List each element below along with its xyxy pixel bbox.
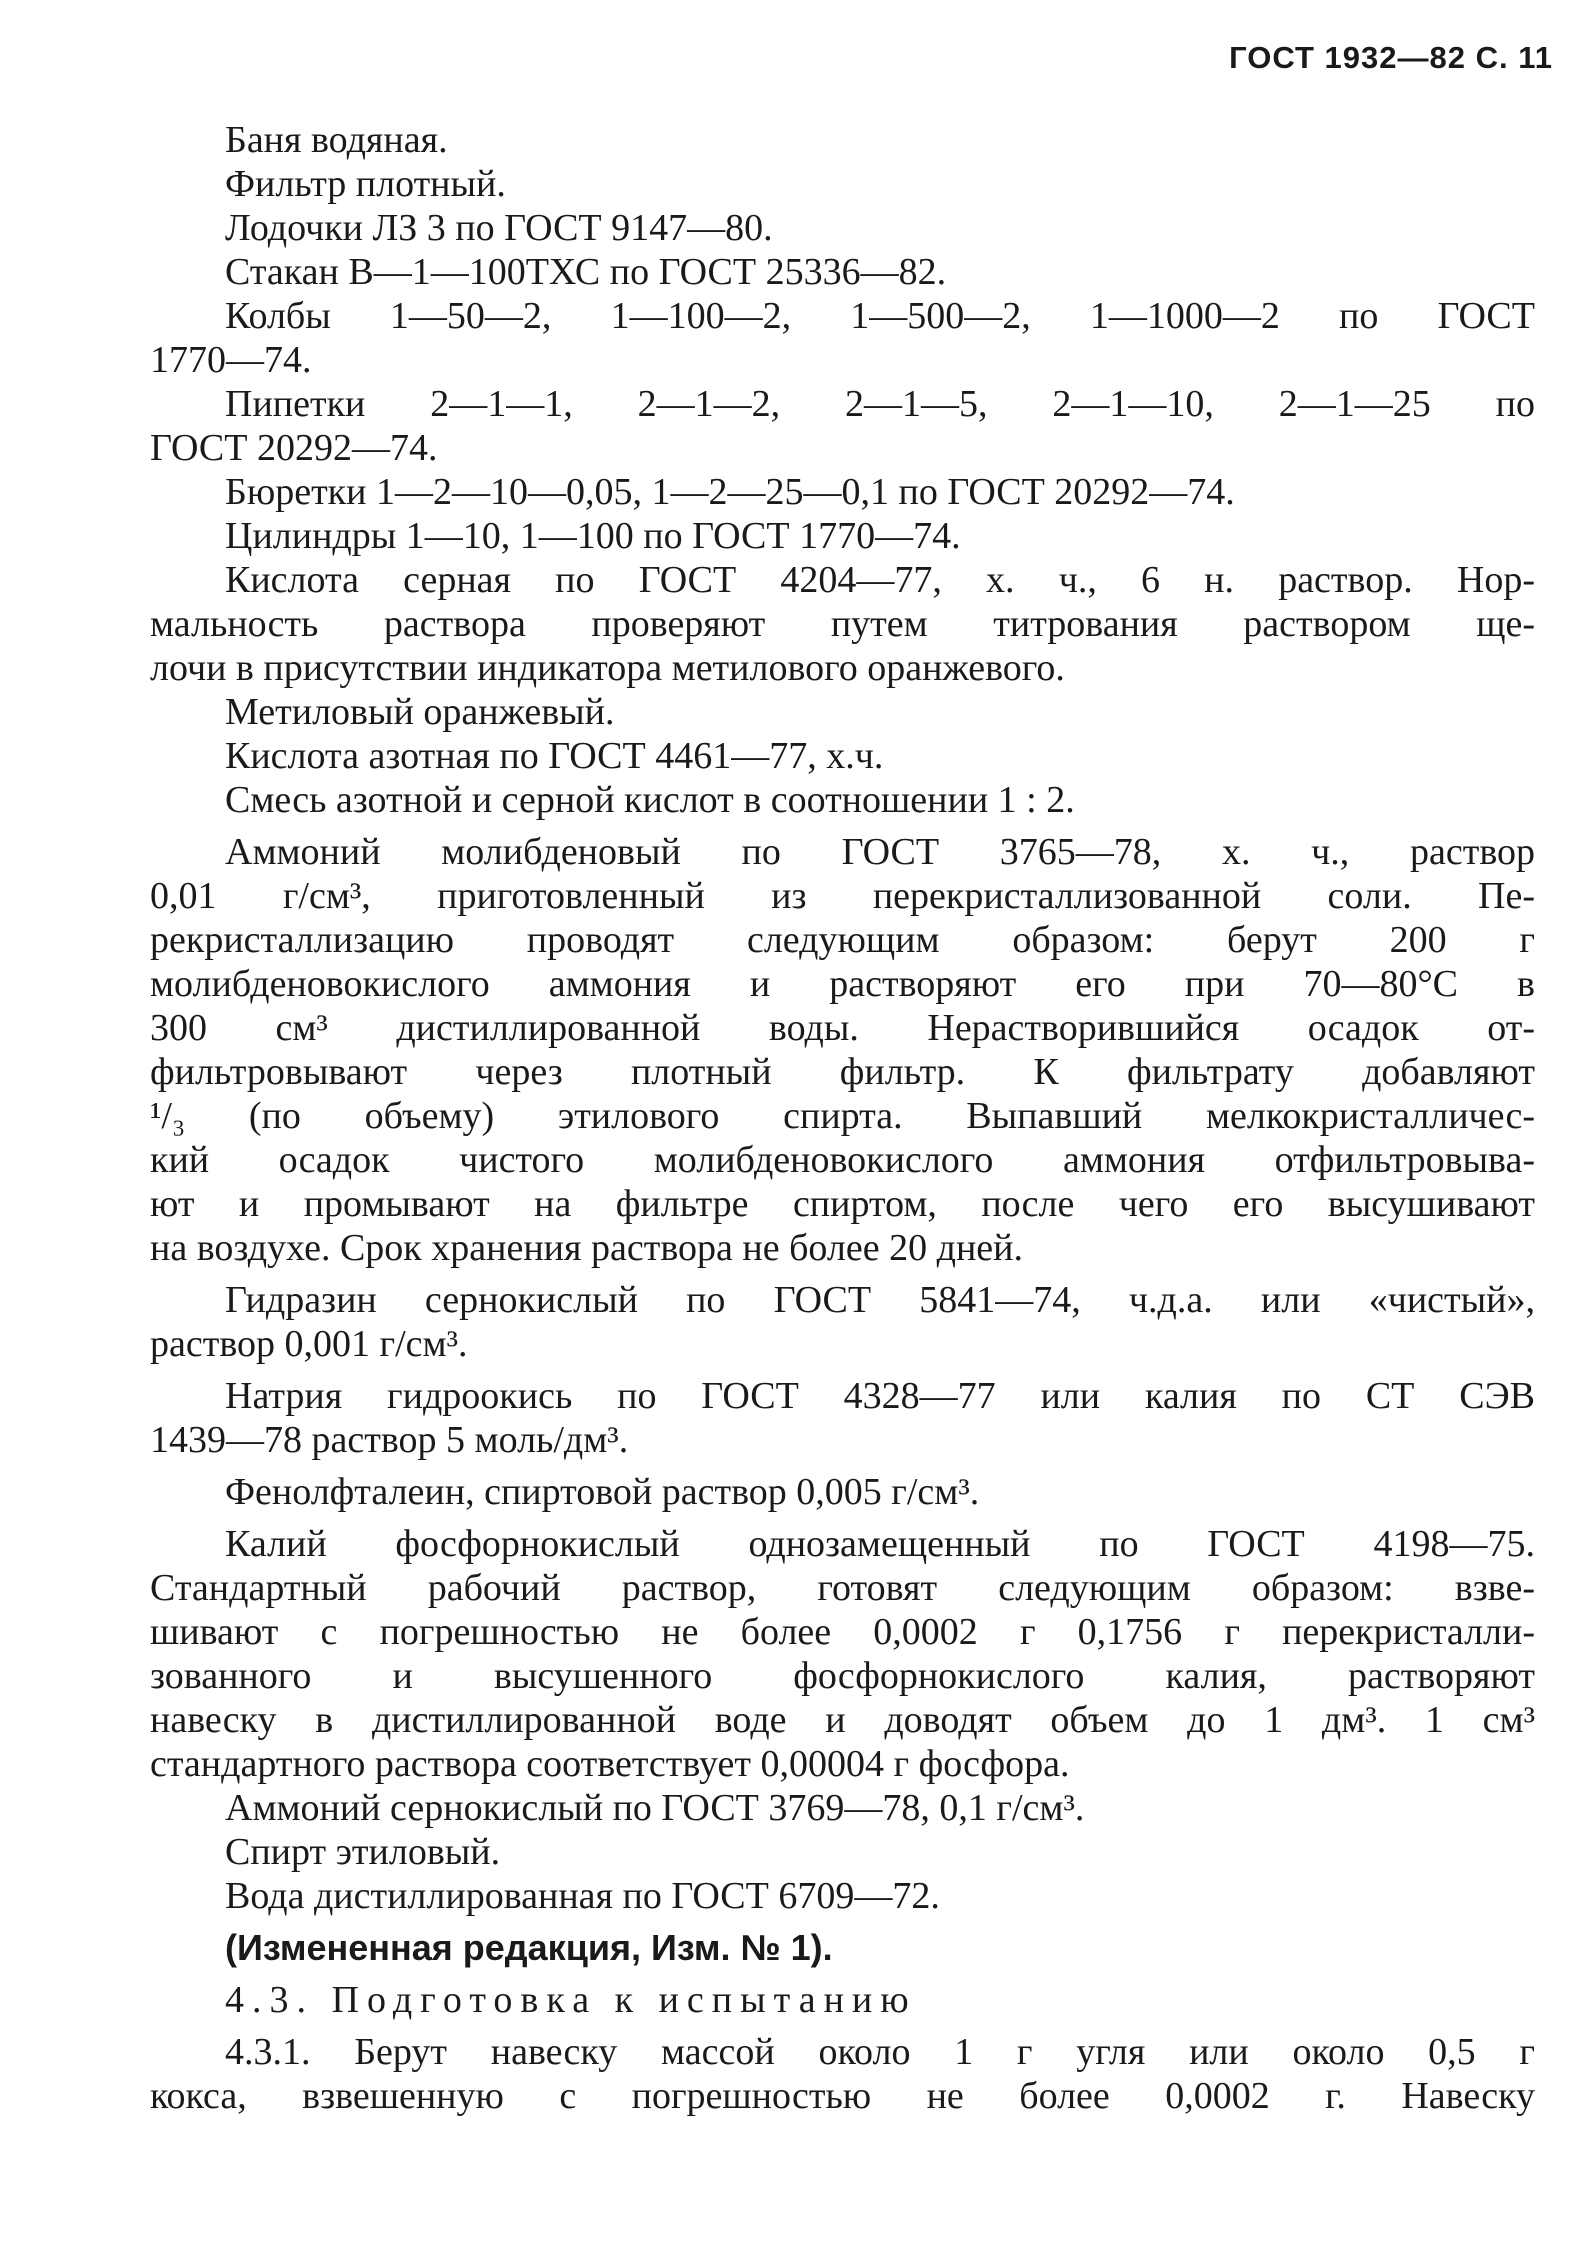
section-heading: 4.3. Подготовка к испытанию [225,1979,917,2021]
page-header: ГОСТ 1932—82 С. 11 [1229,40,1553,75]
text-line: Аммоний сернокислый по ГОСТ 3769—78, 0,1 г/см³. [225,1787,1085,1829]
text-line: Цилиндры 1—10, 1—100 по ГОСТ 1770—74. [225,515,961,557]
text-line: раствор 0,001 г/см³. [150,1323,468,1365]
text-line: Стандартный рабочий раствор, готовят следующим образом: взве- [150,1567,1535,1609]
text-line: Стакан В—1—100ТХС по ГОСТ 25336—82. [225,251,947,293]
text-line: зованного и высушенного фосфорнокислого калия, растворяют [150,1655,1535,1697]
text-line: ют и промывают на фильтре спиртом, после чего его высушивают [150,1183,1535,1225]
text-line: 300 см³ дистиллированной воды. Нерастворившийся осадок от- [150,1007,1535,1049]
text-line: 0,01 г/см³, приготовленный из перекристаллизованной соли. Пе- [150,875,1535,917]
text-line: мальность раствора проверяют путем титрования раствором ще- [150,603,1535,645]
text-line: кий осадок чистого молибденовокислого аммония отфильтровыва- [150,1139,1535,1181]
text-line: Фенолфталеин, спиртовой раствор 0,005 г/см³. [225,1471,980,1513]
text-line: лочи в присутствии индикатора метилового оранжевого. [150,647,1065,689]
text-line: молибденовокислого аммония и растворяют его при 70—80°С в [150,963,1535,1005]
text-line: ¹/₃ (по объему) этилового спирта. Выпавший мелкокристалличес- [150,1095,1535,1137]
text-line: 4.3.1. Берут навеску массой около 1 г угля или около 0,5 г [225,2031,1535,2073]
text-line: Смесь азотной и серной кислот в соотношении 1 : 2. [225,779,1075,821]
text-line: Кислота серная по ГОСТ 4204—77, х. ч., 6 н. раствор. Нор- [225,559,1535,601]
text-line: стандартного раствора соответствует 0,00004 г фосфора. [150,1743,1070,1785]
text-line: Калий фосфорнокислый однозамещенный по ГОСТ 4198—75. [225,1523,1535,1565]
text-line: Вода дистиллированная по ГОСТ 6709—72. [225,1875,940,1917]
text-line: Баня водяная. [225,119,448,161]
text-line: Бюретки 1—2—10—0,05, 1—2—25—0,1 по ГОСТ 20292—74. [225,471,1235,513]
text-line: Фильтр плотный. [225,163,506,205]
text-line: 1770—74. [150,339,312,381]
text-line: Натрия гидроокись по ГОСТ 4328—77 или калия по СТ СЭВ [225,1375,1535,1417]
text-line: Гидразин сернокислый по ГОСТ 5841—74, ч.д.а. или «чистый», [225,1279,1535,1321]
text-line: Пипетки 2—1—1, 2—1—2, 2—1—5, 2—1—10, 2—1—25 по [225,383,1535,425]
text-line: Лодочки ЛЗ 3 по ГОСТ 9147—80. [225,207,773,249]
amendment-note: (Измененная редакция, Изм. № 1). [225,1927,833,1968]
text-line: Аммоний молибденовый по ГОСТ 3765—78, х. ч., раствор [225,831,1535,873]
text-line: Метиловый оранжевый. [225,691,615,733]
text-line: рекристаллизацию проводят следующим образом: берут 200 г [150,919,1535,961]
text-line: Колбы 1—50—2, 1—100—2, 1—500—2, 1—1000—2 по ГОСТ [225,295,1535,337]
text-line: шивают с погрешностью не более 0,0002 г 0,1756 г перекристалли- [150,1611,1535,1653]
text-line: фильтровывают через плотный фильтр. К фильтрату добавляют [150,1051,1535,1093]
text-line: Спирт этиловый. [225,1831,501,1873]
text-line: навеску в дистиллированной воде и доводят объем до 1 дм³. 1 см³ [150,1699,1535,1741]
text-line: ГОСТ 20292—74. [150,427,438,469]
text-line: 1439—78 раствор 5 моль/дм³. [150,1419,629,1461]
text-line: на воздухе. Срок хранения раствора не более 20 дней. [150,1227,1023,1269]
text-line: Кислота азотная по ГОСТ 4461—77, х.ч. [225,735,884,777]
text-line: кокса, взвешенную с погрешностью не более 0,0002 г. Навеску [150,2075,1535,2117]
document-body [150,118,1535,2118]
